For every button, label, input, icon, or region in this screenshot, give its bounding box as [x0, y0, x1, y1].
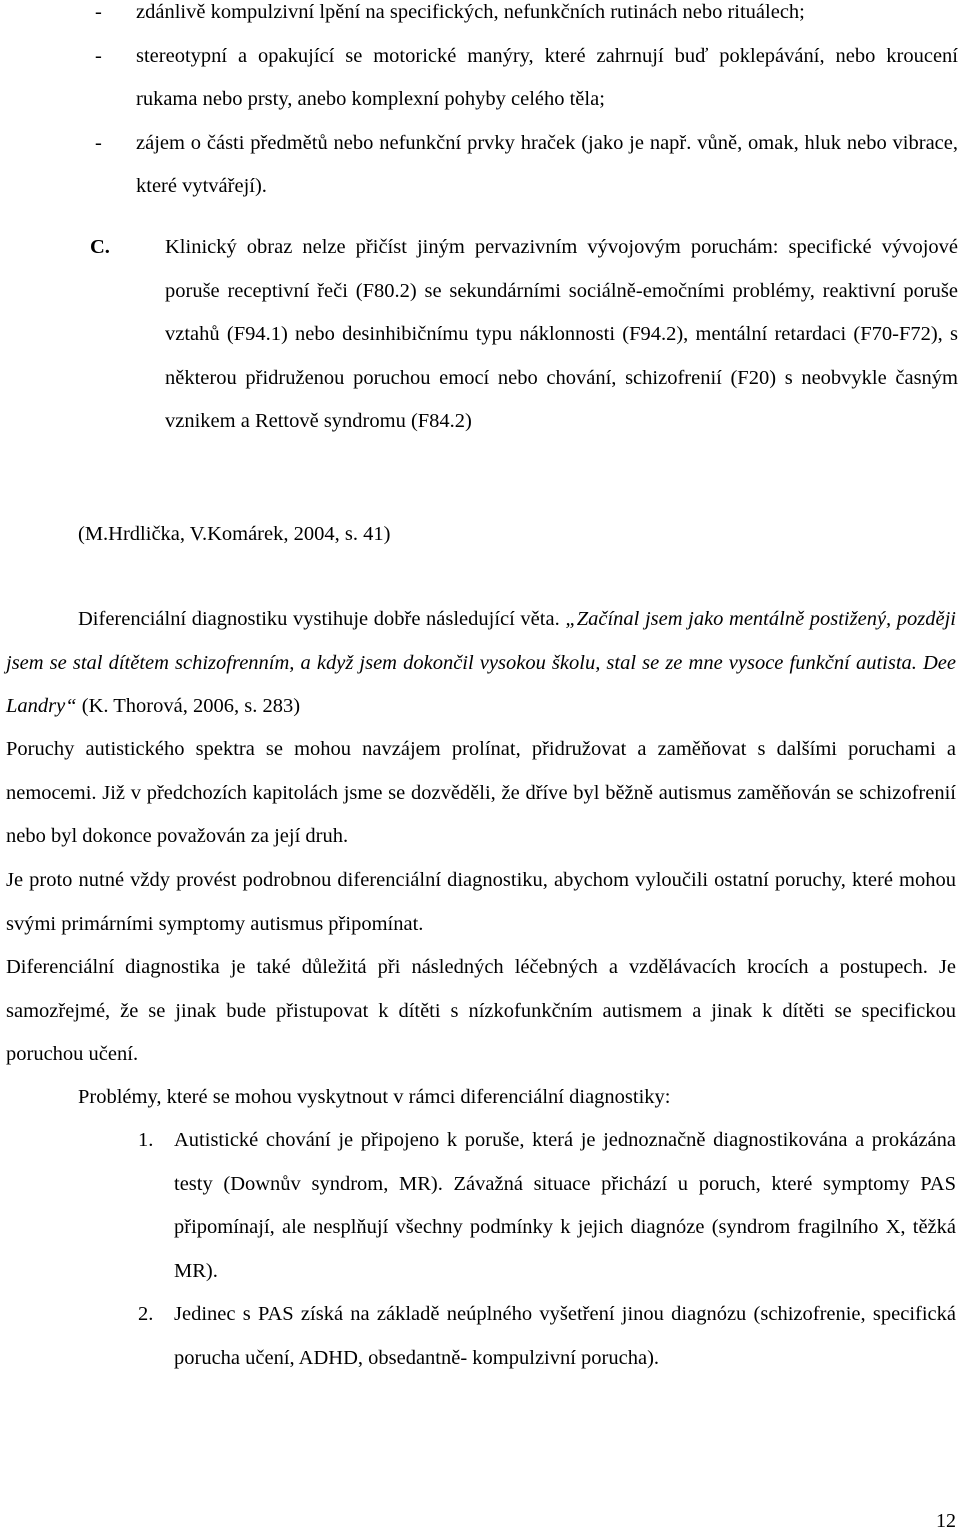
numbered-list	[120, 1119, 956, 1380]
list-number: 1.	[138, 1129, 154, 1151]
list-item-text: Autistické chování je připojeno k poruše, která je jednoznačně diagnostikována a prokázána testy (Downův syndrom, MR). Závažná situace přichází u poruch, které symptomy PAS připomínají, ale nesplňují všechny podmínky k jejich diagnóze (syndrom fragilního X, těžká MR).	[174, 1129, 956, 1282]
list-item	[120, 1293, 956, 1380]
list-number: 2.	[138, 1303, 154, 1325]
list-item	[88, 0, 958, 35]
criterion-text: Klinický obraz nelze přičíst jiným pervazivním vývojovým poruchám: specifické vývojové poruše receptivní řeči (F80.2) se sekundárními sociálně-emočními problémy, reaktivní poruše vztahů (F94.1) nebo desinhibičnímu typu náklonnosti (F94.2), mentální retardaci (F70-F72), s některou přidruženou poruchou emocí nebo chování, schizofrenií (F20) s neobvykle časným vznikem a Rettově syndromu (F84.2)	[165, 236, 958, 432]
list-item	[88, 122, 958, 209]
paragraph-intro: Diferenciální diagnostiku vystihuje dobře následující věta.	[78, 608, 566, 630]
paragraph: Poruchy autistického spektra se mohou navzájem prolínat, přidružovat a zaměňovat s dalšími poruchami a nemocemi. Již v předchozích kapitolách jsme se dozvěděli, že dříve byl běžně autismus zaměňován se schizofrenií nebo byl dokonce považován za její druh.	[6, 738, 956, 847]
list-item-text: Jedinec s PAS získá na základě neúplného vyšetření jinou diagnózu (schizofrenie, specifická porucha učení, ADHD, obsedantně- kompulzivní porucha).	[174, 1303, 956, 1369]
quote-text: „Začínal jsem jako mentálně postižený, později jsem se stal dítětem schizofrenním, a když jsem dokončil vysokou školu, stal se ze mne vysoce funkční autista. Dee Landry“	[6, 608, 956, 717]
criterion-c	[86, 226, 958, 444]
list-item-text: zdánlivě kompulzivní lpění na specifických, nefunkčních rutinách nebo rituálech;	[136, 1, 805, 23]
criterion-letter: C.	[90, 236, 110, 258]
list-dash-marker: -	[95, 131, 102, 154]
list-dash-marker: -	[95, 1, 102, 23]
symptom-dash-list	[88, 0, 958, 209]
list-item	[120, 1119, 956, 1293]
list-dash-marker: -	[95, 44, 102, 67]
paragraph-quote	[6, 598, 956, 729]
list-item-text: zájem o části předmětů nebo nefunkční prvky hraček (jako je např. vůně, omak, hluk nebo vibrace, které vytvářejí).	[136, 131, 958, 197]
list-item	[88, 35, 958, 122]
citation: (M.Hrdlička, V.Komárek, 2004, s. 41)	[78, 523, 391, 545]
paragraph-intro-list: Problémy, které se mohou vyskytnout v rámci diferenciální diagnostiky:	[78, 1086, 671, 1108]
page-number: 12	[936, 1510, 956, 1532]
paragraph: Je proto nutné vždy provést podrobnou diferenciální diagnostiku, abychom vyloučili ostatní poruchy, které mohou svými primárními symptomy autismus připomínat.	[6, 869, 956, 935]
paragraph: Diferenciální diagnostika je také důležitá při následných léčebných a vzdělávacích krocích a postupech. Je samozřejmé, že se jinak bude přistupovat k dítěti s nízkofunkčním autismem a jinak k dítěti se specifickou poruchou učení.	[6, 956, 956, 1065]
list-item-text: stereotypní a opakující se motorické manýry, které zahrnují buď poklepávání, nebo kroucení rukama nebo prsty, anebo komplexní pohyby celého těla;	[136, 44, 958, 110]
quote-source: (K. Thorová, 2006, s. 283)	[76, 695, 301, 717]
